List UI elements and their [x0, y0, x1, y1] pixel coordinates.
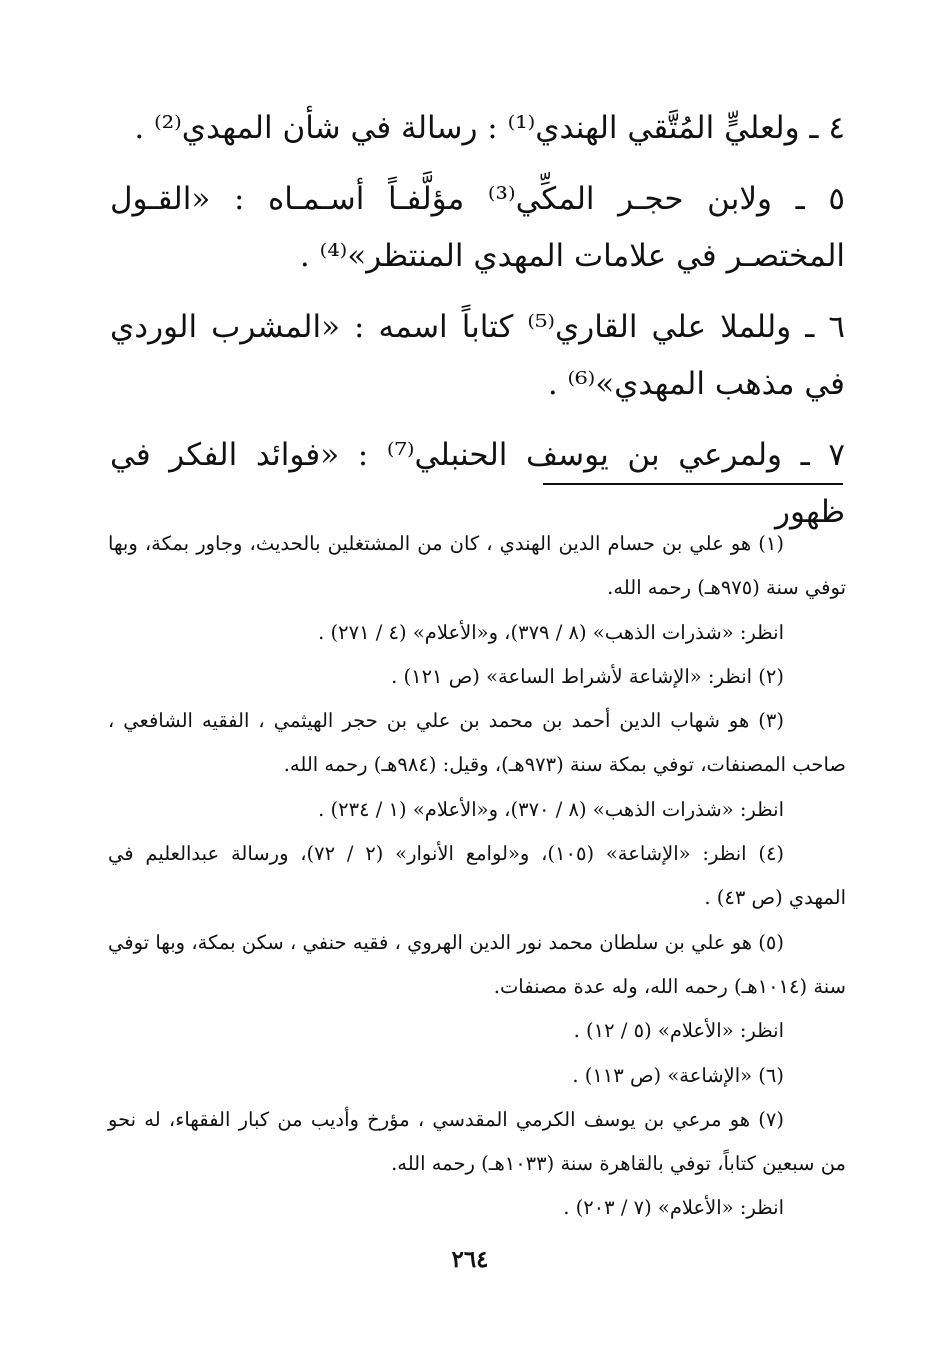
footnote-7-reference: انظر: «الأعلام» (٧ / ٢٠٣) . — [563, 1196, 784, 1220]
paragraph-6: ٦ ـ وللملا علي القاري⁽⁵⁾ كتاباً اسمه : «المشرب الوردي في مذهب المهدي»⁽⁶⁾ . — [110, 309, 845, 402]
footnote-2: (٢) انظر: «الإشاعة لأشراط الساعة» (ص ١٢١) . — [391, 664, 784, 688]
footnote-1-reference: انظر: «شذرات الذهب» (٨ / ٣٧٩)، و«الأعلام» (٤ / ٢٧١) . — [318, 620, 784, 644]
footnote-5-reference: انظر: «الأعلام» (٥ / ١٢) . — [573, 1019, 784, 1043]
footnote-4: (٤) انظر: «الإشاعة» (١٠٥)، و«لوامع الأنوار» (٢ / ٧٢)، ورسالة عبدالعليم في المهدي (ص ٤٣) . — [108, 842, 846, 910]
footnote-separator — [543, 483, 843, 485]
footnote-3-reference: انظر: «شذرات الذهب» (٨ / ٣٧٠)، و«الأعلام» (١ / ٢٣٤) . — [318, 797, 784, 821]
footnote-3: (٣) هو شهاب الدين أحمد بن محمد بن علي بن حجر الهيثمي ، الفقيه الشافعي ، صاحب المصنفات، توفي بمكة سنة (٩٧٣هـ)، وقيل: (٩٨٤هـ) رحمه الله. — [108, 709, 846, 777]
main-text — [110, 100, 845, 545]
paragraph-4: ٤ ـ ولعليٍّ المُتَّقي الهندي⁽¹⁾ : رسالة في شأن المهدي⁽²⁾ . — [134, 110, 845, 146]
footnote-7: (٧) هو مرعي بن يوسف الكرمي المقدسي ، مؤرخ وأديب من كبار الفقهاء، له نحو من سبعين كتاباً، توفي بالقاهرة سنة (١٠٣٣هـ) رحمه الله. — [108, 1107, 846, 1176]
footnotes — [108, 522, 846, 1231]
paragraph-7: ٧ ـ ولمرعي بن يوسف الحنبلي⁽⁷⁾ : «فوائد الفكر في ظهور — [110, 437, 845, 530]
footnote-5: (٥) هو علي بن سلطان محمد نور الدين الهروي ، فقيه حنفي ، سكن بمكة، وبها توفي سنة (١٠١٤هـ) رحمه الله، وله عدة مصنفات. — [108, 930, 846, 998]
paragraph-5: ٥ ـ ولابن حجـر المكِّي⁽³⁾ مؤلَّفـاً أسـمـاه : «القـول المختصـر في علامات المهدي المنتظر»⁽⁴⁾ . — [110, 181, 845, 274]
footnote-6: (٦) «الإشاعة» (ص ١١٣) . — [572, 1063, 784, 1087]
footnote-1: (١) هو علي بن حسام الدين الهندي ، كان من المشتغلين بالحديث، وجاور بمكة، وبها توفي سنة (٩٧٥هـ) رحمه الله. — [108, 532, 846, 600]
page-number: ٢٦٤ — [451, 1246, 489, 1273]
